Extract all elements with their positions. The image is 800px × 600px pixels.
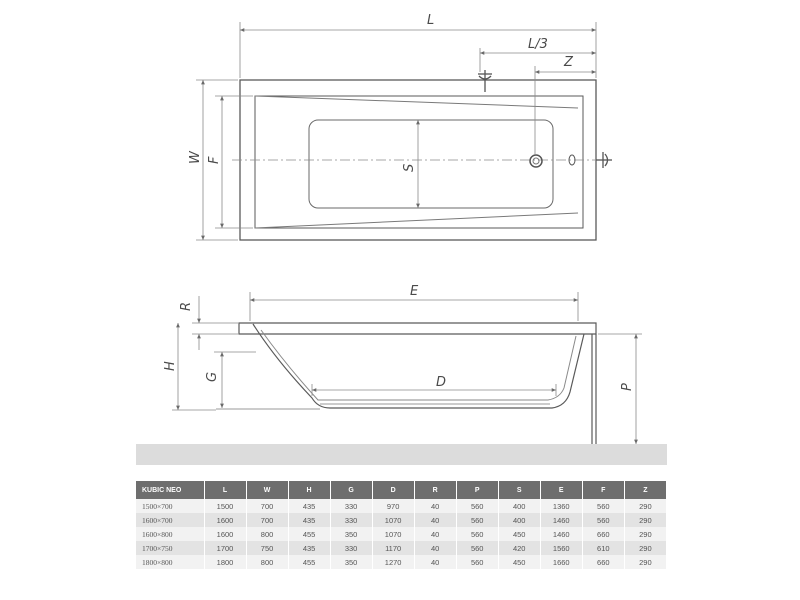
side-view bbox=[172, 292, 642, 444]
label-P: P bbox=[620, 383, 635, 391]
table-cell: 1500×700 bbox=[136, 499, 204, 513]
table-cell: 1600×700 bbox=[136, 513, 204, 527]
table-cell: 40 bbox=[414, 499, 456, 513]
table-row bbox=[136, 513, 667, 527]
drain-icon bbox=[530, 155, 542, 167]
table-cell: 1460 bbox=[540, 513, 582, 527]
table-cell: 1700×750 bbox=[136, 541, 204, 555]
table-cell: 330 bbox=[330, 541, 372, 555]
table-cell: 660 bbox=[582, 527, 624, 541]
table-row bbox=[136, 541, 667, 555]
label-E: E bbox=[410, 284, 419, 299]
floor-band bbox=[136, 444, 667, 465]
label-L: L bbox=[427, 13, 435, 28]
table-cell: 40 bbox=[414, 541, 456, 555]
table-cell: 560 bbox=[456, 541, 498, 555]
label-G: G bbox=[205, 371, 220, 382]
table-row bbox=[136, 527, 667, 541]
header-R: R bbox=[414, 481, 456, 499]
table-cell: 1800 bbox=[204, 555, 246, 569]
header-S: S bbox=[498, 481, 540, 499]
label-F: F bbox=[207, 156, 222, 164]
table-cell: 610 bbox=[582, 541, 624, 555]
header-model: KUBIC NEO bbox=[136, 481, 204, 499]
table-cell: 660 bbox=[582, 555, 624, 569]
table-cell: 1560 bbox=[540, 541, 582, 555]
table-row bbox=[136, 555, 667, 569]
header-D: D bbox=[372, 481, 414, 499]
table-cell: 1460 bbox=[540, 527, 582, 541]
header-L: L bbox=[204, 481, 246, 499]
table-cell: 455 bbox=[288, 527, 330, 541]
table-cell: 420 bbox=[498, 541, 540, 555]
table-cell: 1500 bbox=[204, 499, 246, 513]
spec-table-header bbox=[136, 481, 667, 499]
header-W: W bbox=[246, 481, 288, 499]
table-row bbox=[136, 499, 667, 513]
table-cell: 330 bbox=[330, 513, 372, 527]
label-L3: L/3 bbox=[528, 37, 548, 52]
table-cell: 290 bbox=[624, 555, 666, 569]
table-cell: 350 bbox=[330, 555, 372, 569]
label-S: S bbox=[402, 163, 417, 172]
table-cell: 1360 bbox=[540, 499, 582, 513]
table-cell: 40 bbox=[414, 513, 456, 527]
table-cell: 290 bbox=[624, 499, 666, 513]
table-cell: 350 bbox=[330, 527, 372, 541]
table-cell: 1600×800 bbox=[136, 527, 204, 541]
header-G: G bbox=[330, 481, 372, 499]
bath-rim-side bbox=[239, 323, 596, 334]
table-cell: 560 bbox=[456, 527, 498, 541]
table-cell: 1070 bbox=[372, 513, 414, 527]
table-cell: 1600 bbox=[204, 527, 246, 541]
table-cell: 750 bbox=[246, 541, 288, 555]
table-cell: 970 bbox=[372, 499, 414, 513]
table-cell: 400 bbox=[498, 499, 540, 513]
table-cell: 435 bbox=[288, 499, 330, 513]
table-cell: 560 bbox=[456, 555, 498, 569]
table-cell: 40 bbox=[414, 527, 456, 541]
spec-table bbox=[136, 481, 667, 569]
header-E: E bbox=[540, 481, 582, 499]
table-cell: 435 bbox=[288, 513, 330, 527]
label-H: H bbox=[163, 361, 178, 371]
faucet-top-icon bbox=[478, 70, 492, 92]
label-D: D bbox=[436, 375, 447, 390]
top-view bbox=[196, 22, 612, 240]
table-cell: 290 bbox=[624, 541, 666, 555]
table-cell: 800 bbox=[246, 527, 288, 541]
table-cell: 450 bbox=[498, 527, 540, 541]
header-Z: Z bbox=[624, 481, 666, 499]
table-cell: 1070 bbox=[372, 527, 414, 541]
table-cell: 700 bbox=[246, 499, 288, 513]
table-cell: 400 bbox=[498, 513, 540, 527]
header-H: H bbox=[288, 481, 330, 499]
table-cell: 1660 bbox=[540, 555, 582, 569]
bath-profile bbox=[253, 324, 584, 408]
table-cell: 330 bbox=[330, 499, 372, 513]
table-cell: 800 bbox=[246, 555, 288, 569]
label-W: W bbox=[188, 151, 203, 164]
faucet-side-icon bbox=[596, 152, 612, 168]
header-P: P bbox=[456, 481, 498, 499]
table-cell: 560 bbox=[456, 499, 498, 513]
table-cell: 1700 bbox=[204, 541, 246, 555]
table-cell: 560 bbox=[582, 513, 624, 527]
table-cell: 290 bbox=[624, 513, 666, 527]
label-R: R bbox=[179, 301, 194, 311]
table-cell: 1800×800 bbox=[136, 555, 204, 569]
table-cell: 290 bbox=[624, 527, 666, 541]
table-cell: 1170 bbox=[372, 541, 414, 555]
header-F: F bbox=[582, 481, 624, 499]
table-cell: 1270 bbox=[372, 555, 414, 569]
table-cell: 40 bbox=[414, 555, 456, 569]
table-cell: 435 bbox=[288, 541, 330, 555]
label-Z: Z bbox=[564, 55, 573, 70]
bath-bottom bbox=[309, 120, 553, 208]
table-cell: 1600 bbox=[204, 513, 246, 527]
table-cell: 455 bbox=[288, 555, 330, 569]
table-cell: 560 bbox=[456, 513, 498, 527]
table-cell: 450 bbox=[498, 555, 540, 569]
table-cell: 700 bbox=[246, 513, 288, 527]
table-cell: 560 bbox=[582, 499, 624, 513]
